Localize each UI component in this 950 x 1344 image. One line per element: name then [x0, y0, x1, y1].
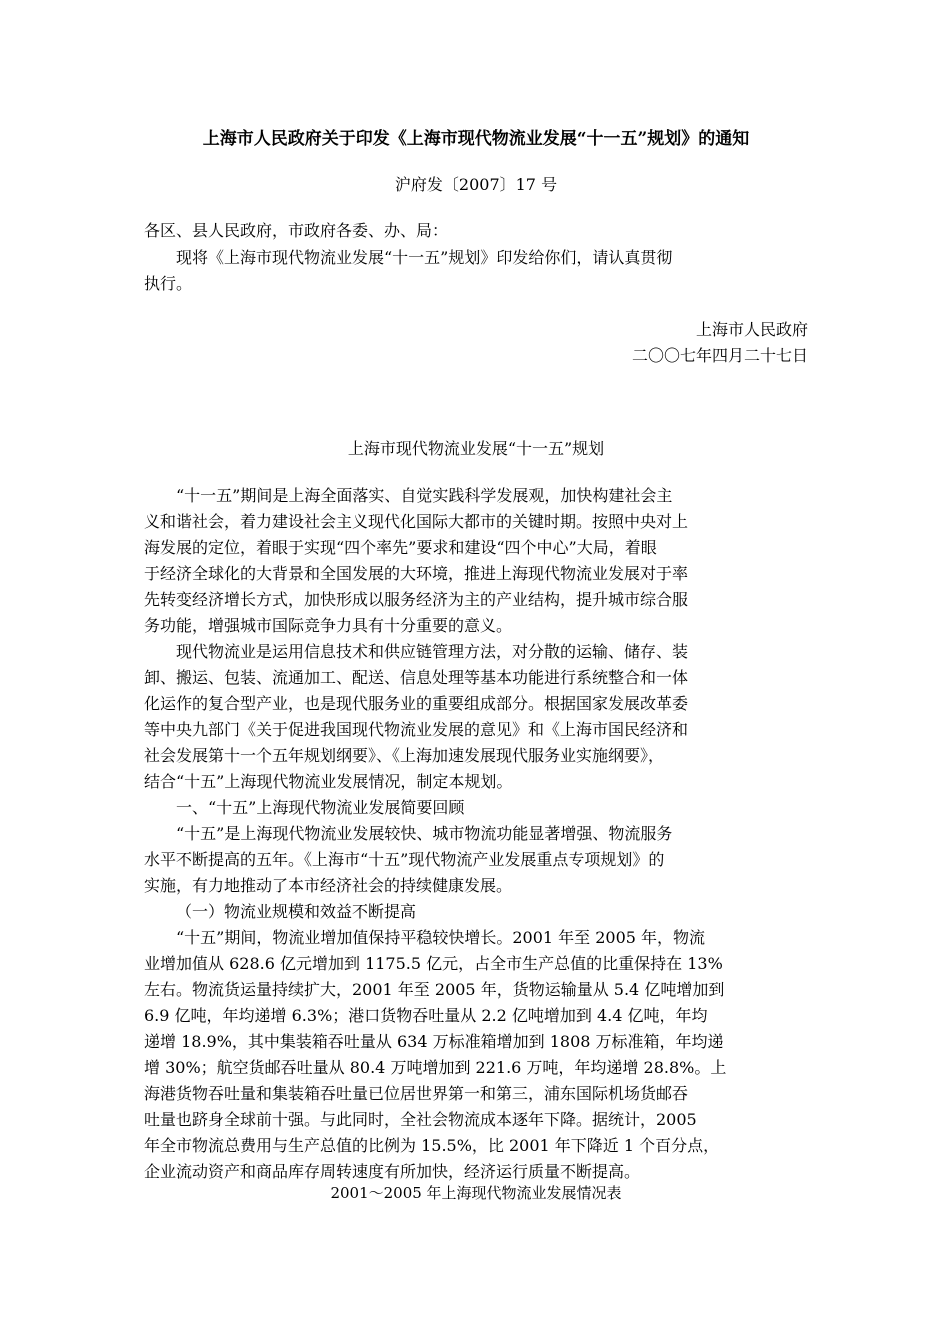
body-line: 结合“十五”上海现代物流业发展情况，制定本规划。 — [144, 772, 513, 791]
intro-line: 执行。 — [144, 274, 193, 293]
body-line: “十一五”期间是上海全面落实、自觉实践科学发展观，加快构建社会主 — [176, 486, 673, 505]
body-line: 左右。物流货运量持续扩大，2001 年至 2005 年，货物运输量从 5.4 亿吨增加到 — [144, 980, 725, 999]
body-line: 海港货物吞吐量和集装箱吞吐量已位居世界第一和第三，浦东国际机场货邮吞 — [144, 1084, 689, 1103]
body-line: “十五”期间，物流业增加值保持平稳较快增长。2001 年至 2005 年，物流 — [176, 928, 706, 947]
addressee: 各区、县人民政府，市政府各委、办、局： — [144, 221, 449, 240]
body-line: （一）物流业规模和效益不断提高 — [176, 902, 417, 921]
body-line: 一、“十五”上海现代物流业发展简要回顾 — [176, 798, 465, 817]
body-text — [144, 483, 808, 1185]
body-line: 海发展的定位，着眼于实现“四个率先”要求和建设“四个中心”大局，着眼 — [144, 538, 657, 557]
body-line: “十五”是上海现代物流业发展较快、城市物流功能显著增强、物流服务 — [176, 824, 673, 843]
notice-title: 上海市人民政府关于印发《上海市现代物流业发展“十一五”规划》的通知 — [202, 129, 750, 149]
document-number: 沪府发〔2007〕17 号 — [394, 175, 558, 194]
body-line: 吐量也跻身全球前十强。与此同时，全社会物流成本逐年下降。据统计，2005 — [144, 1110, 697, 1129]
body-line: 增 30%；航空货邮吞吐量从 80.4 万吨增加到 221.6 万吨，年均递增 28.8%。上 — [144, 1058, 727, 1077]
body-line: 业增加值从 628.6 亿元增加到 1175.5 亿元，占全市生产总值的比重保持在 13% — [144, 954, 723, 973]
body-line: 卸、搬运、包装、流通加工、配送、信息处理等基本功能进行系统整合和一体 — [144, 668, 689, 687]
body-line: 于经济全球化的大背景和全国发展的大环境，推进上海现代物流业发展对于率 — [144, 564, 689, 583]
body-line: 先转变经济增长方式，加快形成以服务经济为主的产业结构，提升城市综合服 — [144, 590, 689, 609]
intro-line: 现将《上海市现代物流业发展“十一五”规划》印发给你们，请认真贯彻 — [176, 248, 673, 267]
body-line: 6.9 亿吨，年均递增 6.3%；港口货物吞吐量从 2.2 亿吨增加到 4.4 亿吨，年均 — [144, 1006, 708, 1025]
body-line: 务功能，增强城市国际竞争力具有十分重要的意义。 — [144, 616, 513, 635]
signature-date: 二〇〇七年四月二十七日 — [631, 346, 808, 365]
plan-title: 上海市现代物流业发展“十一五”规划 — [347, 439, 605, 458]
body-line: 义和谐社会，着力建设社会主义现代化国际大都市的关键时期。按照中央对上 — [144, 512, 689, 531]
body-line: 水平不断提高的五年。《上海市“十五”现代物流产业发展重点专项规划》的 — [144, 850, 665, 869]
body-line: 等中央九部门《关于促进我国现代物流业发展的意见》和《上海市国民经济和 — [144, 720, 689, 739]
table-title: 2001～2005 年上海现代物流业发展情况表 — [330, 1184, 622, 1202]
body-line: 实施，有力地推动了本市经济社会的持续健康发展。 — [144, 876, 513, 895]
signature-org: 上海市人民政府 — [695, 320, 808, 339]
body-line: 化运作的复合型产业，也是现代服务业的重要组成部分。根据国家发展改革委 — [144, 694, 689, 713]
body-line: 年全市物流总费用与生产总值的比例为 15.5%，比 2001 年下降近 1 个百分点， — [144, 1136, 720, 1155]
body-line: 现代物流业是运用信息技术和供应链管理方法，对分散的运输、储存、装 — [176, 642, 689, 661]
body-line: 企业流动资产和商品库存周转速度有所加快，经济运行质量不断提高。 — [144, 1162, 641, 1181]
body-line: 递增 18.9%，其中集装箱吞吐量从 634 万标准箱增加到 1808 万标准箱，年均递 — [144, 1032, 724, 1051]
body-line: 社会发展第十一个五年规划纲要》、《上海加速发展现代服务业实施纲要》， — [144, 746, 665, 765]
